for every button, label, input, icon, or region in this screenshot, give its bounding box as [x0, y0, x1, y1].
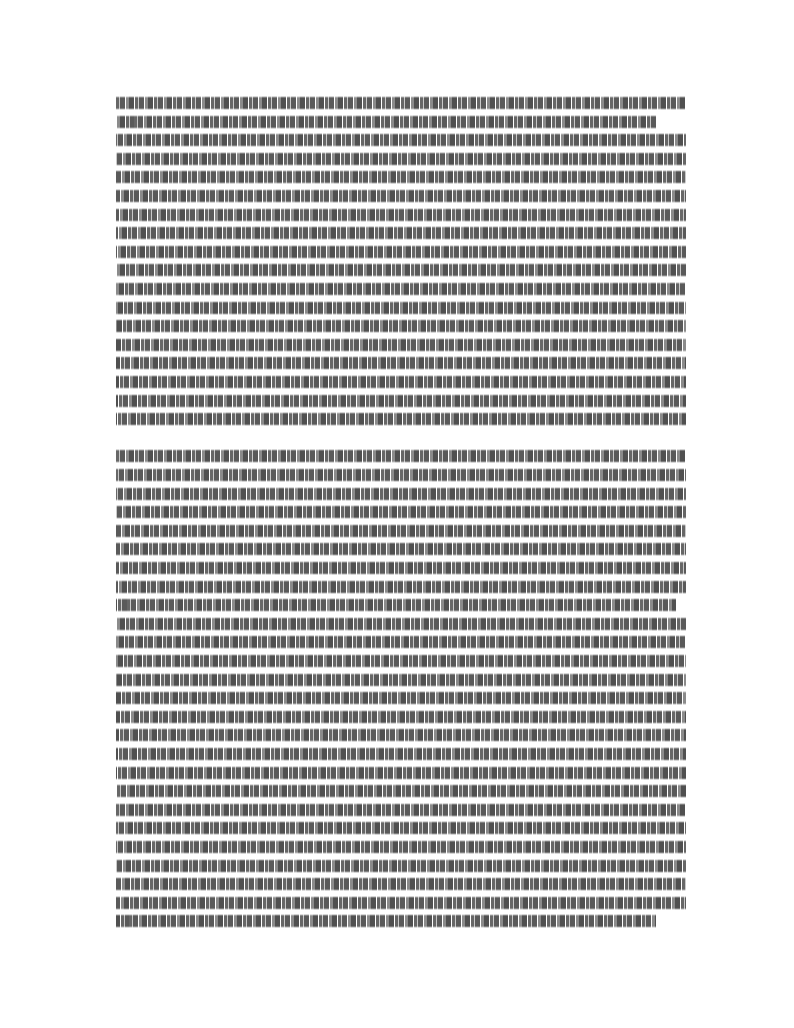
- garbled-text-line: [116, 449, 686, 463]
- garbled-text-line: [116, 747, 686, 761]
- garbled-text-line: [116, 784, 686, 798]
- garbled-text-line: [116, 914, 656, 928]
- garbled-text-line: [116, 487, 686, 501]
- garbled-text-line: [116, 282, 686, 296]
- garbled-text-line: [116, 263, 686, 277]
- garbled-text-line: [116, 505, 686, 519]
- garbled-text-line: [116, 821, 686, 835]
- garbled-text-line: [116, 468, 686, 482]
- garbled-text-line: [116, 654, 686, 668]
- garbled-text-line: [116, 115, 656, 129]
- garbled-text-line: [116, 598, 676, 612]
- garbled-text-line: [116, 152, 686, 166]
- garbled-text-line: [116, 338, 686, 352]
- garbled-text-block: [116, 96, 686, 922]
- garbled-text-line: [116, 617, 686, 631]
- garbled-text-line: [116, 412, 686, 426]
- garbled-text-line: [116, 319, 686, 333]
- garbled-text-line: [116, 710, 686, 724]
- garbled-text-line: [116, 524, 686, 538]
- garbled-text-line: [116, 859, 686, 873]
- garbled-text-line: [116, 189, 686, 203]
- garbled-text-line: [116, 580, 686, 594]
- garbled-text-line: [116, 245, 686, 259]
- garbled-text-line: [116, 673, 686, 687]
- garbled-text-line: [116, 877, 686, 891]
- garbled-text-line: [116, 394, 686, 408]
- garbled-text-line: [116, 766, 686, 780]
- garbled-text-line: [116, 691, 686, 705]
- garbled-text-line: [116, 96, 686, 110]
- garbled-text-line: [116, 170, 686, 184]
- garbled-text-line: [116, 840, 686, 854]
- garbled-text-line: [116, 226, 686, 240]
- garbled-text-line: [116, 133, 686, 147]
- garbled-text-line: [116, 561, 686, 575]
- garbled-text-line: [116, 375, 686, 389]
- garbled-text-line: [116, 356, 686, 370]
- garbled-text-line: [116, 542, 686, 556]
- garbled-text-line: [116, 208, 686, 222]
- garbled-text-line: [116, 301, 686, 315]
- garbled-text-line: [116, 803, 686, 817]
- garbled-text-line: [116, 896, 686, 910]
- garbled-text-line: [116, 635, 686, 649]
- garbled-text-line: [116, 728, 686, 742]
